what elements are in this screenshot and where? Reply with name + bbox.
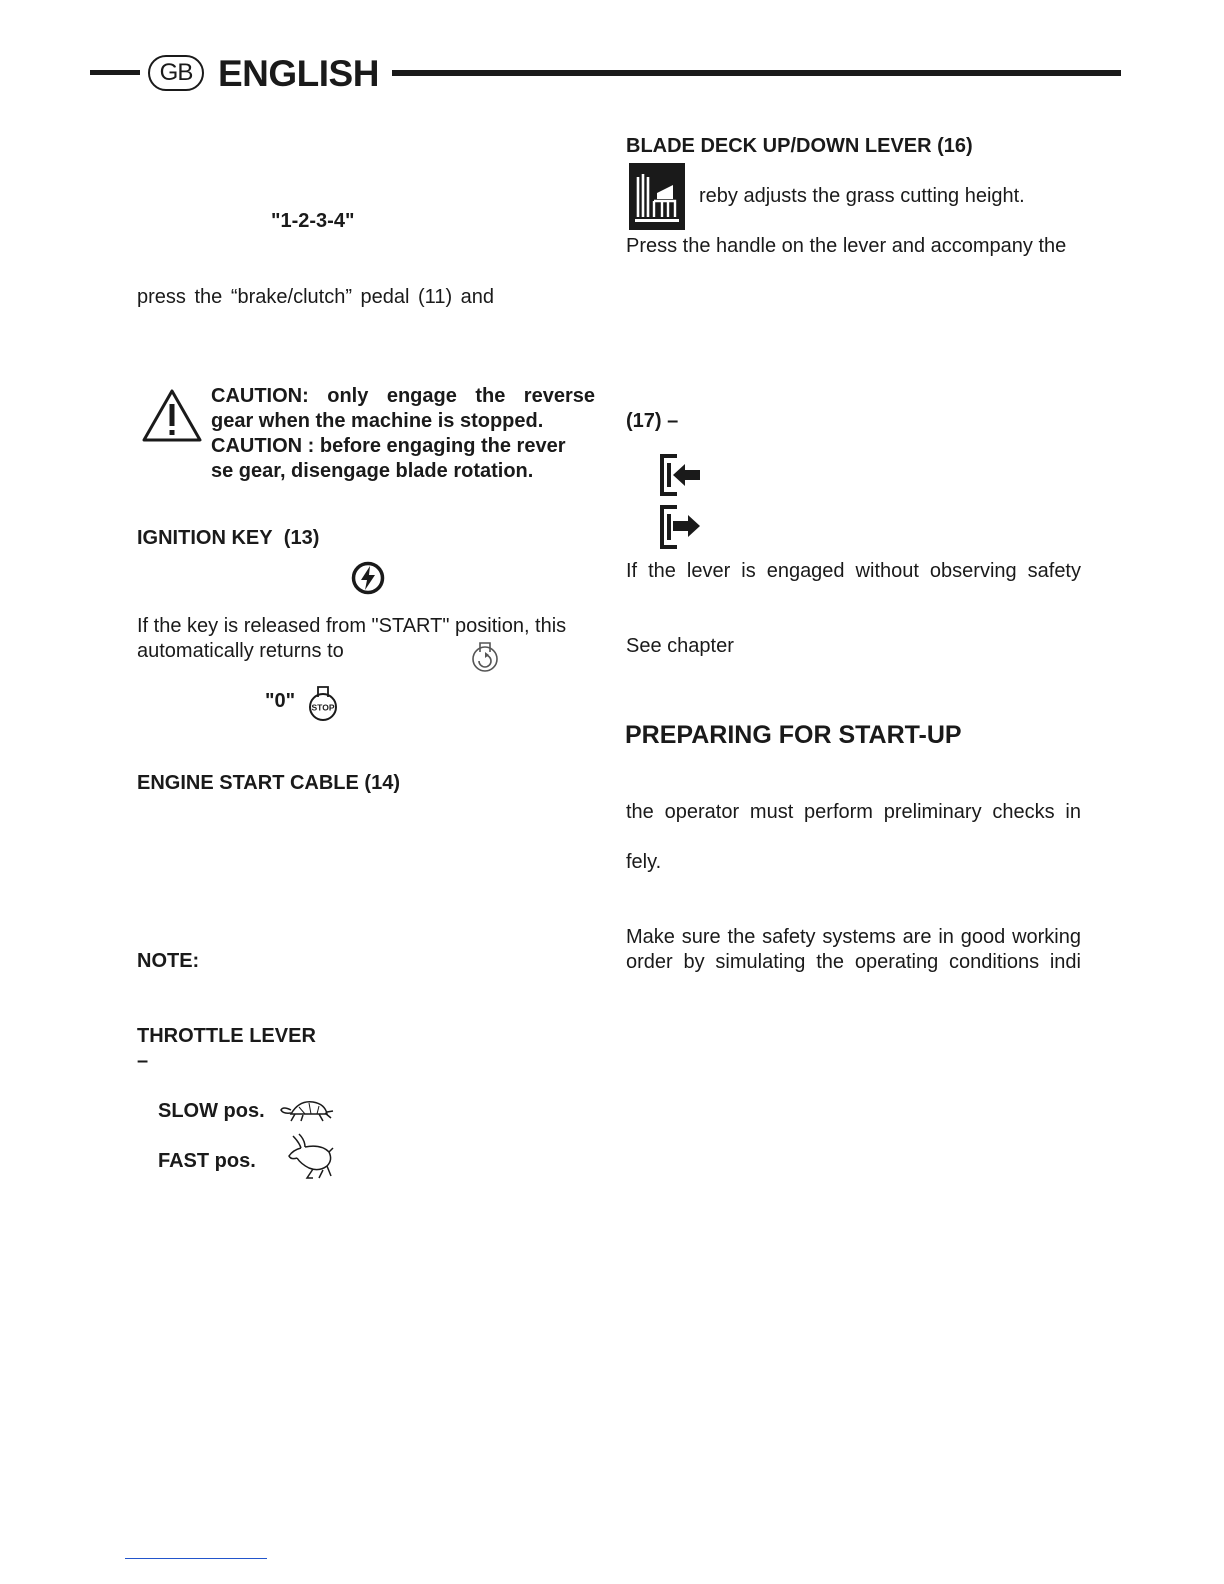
header-rule-right bbox=[392, 70, 1121, 76]
lever-disengage-icon bbox=[659, 504, 703, 550]
safety-systems-line-2 bbox=[626, 950, 1081, 975]
engine-start-cable-heading: ENGINE START CABLE (14) bbox=[137, 772, 400, 794]
ignition-key-title: IGNITION KEY bbox=[137, 527, 273, 549]
see-chapter-text: See chapter bbox=[626, 635, 734, 657]
safety-warning-text bbox=[626, 559, 1081, 584]
lever-engage-icon bbox=[659, 453, 703, 499]
safety-systems-line-1-text: Make sure the safety systems are in good working bbox=[626, 926, 1081, 948]
caution-line-3: CAUTION : before engaging the rever bbox=[211, 435, 566, 457]
gear-sequence: "1-2-3-4" bbox=[271, 210, 355, 232]
key-stop-icon bbox=[307, 684, 339, 722]
ignition-key-number: (13) bbox=[283, 527, 320, 549]
caution-line-1: CAUTION: only engage the reverse bbox=[211, 385, 595, 407]
key-run-icon bbox=[470, 640, 500, 674]
safety-systems-line-1 bbox=[626, 925, 1081, 950]
caution-line-4: se gear, disengage blade rotation. bbox=[211, 460, 534, 482]
blade-deck-height-icon bbox=[629, 163, 685, 230]
caution-line-2: gear when the machine is stopped. bbox=[211, 410, 544, 432]
warning-triangle-icon bbox=[141, 388, 203, 444]
footer-link-rule bbox=[125, 1558, 267, 1559]
zero-position-label: "0" bbox=[265, 690, 296, 712]
brake-clutch-text: press the “brake/clutch” pedal (11) and bbox=[137, 286, 495, 308]
caution-block bbox=[211, 384, 595, 484]
header-rule-left bbox=[90, 70, 140, 75]
hare-icon bbox=[283, 1132, 335, 1180]
fely-text: fely. bbox=[626, 851, 662, 873]
operator-checks-line: the operator must perform preliminary checks in bbox=[626, 801, 1081, 823]
slow-position-label: SLOW pos. bbox=[158, 1100, 265, 1122]
fast-position-label: FAST pos. bbox=[158, 1150, 256, 1172]
country-badge: GB bbox=[148, 55, 204, 91]
operator-checks-text bbox=[626, 800, 1081, 825]
preparing-startup-heading: PREPARING FOR START-UP bbox=[625, 721, 962, 749]
blade-deck-heading: BLADE DECK UP/DOWN LEVER (16) bbox=[626, 135, 973, 157]
page-language-title: ENGLISH bbox=[218, 53, 379, 94]
adjust-height-text: reby adjusts the grass cutting height. bbox=[699, 185, 1025, 207]
stop-icon-label: STOP bbox=[311, 702, 335, 713]
safety-systems-line-2-text: order by simulating the operating conditions indi bbox=[626, 951, 1081, 973]
key-release-line-2: automatically returns to bbox=[137, 640, 344, 662]
ignition-key-heading bbox=[137, 526, 319, 551]
throttle-dash: – bbox=[137, 1050, 149, 1072]
ignition-start-icon bbox=[351, 561, 385, 595]
tortoise-icon bbox=[279, 1098, 335, 1124]
key-release-line-1: If the key is released from "START" position, this bbox=[137, 615, 567, 637]
throttle-lever-heading: THROTTLE LEVER bbox=[137, 1025, 316, 1047]
press-handle-text: Press the handle on the lever and accompany the bbox=[626, 235, 1067, 257]
note-label: NOTE: bbox=[137, 950, 200, 972]
safety-warning-line: If the lever is engaged without observing safety bbox=[626, 560, 1081, 582]
lever-17-label: (17) – bbox=[626, 410, 679, 432]
